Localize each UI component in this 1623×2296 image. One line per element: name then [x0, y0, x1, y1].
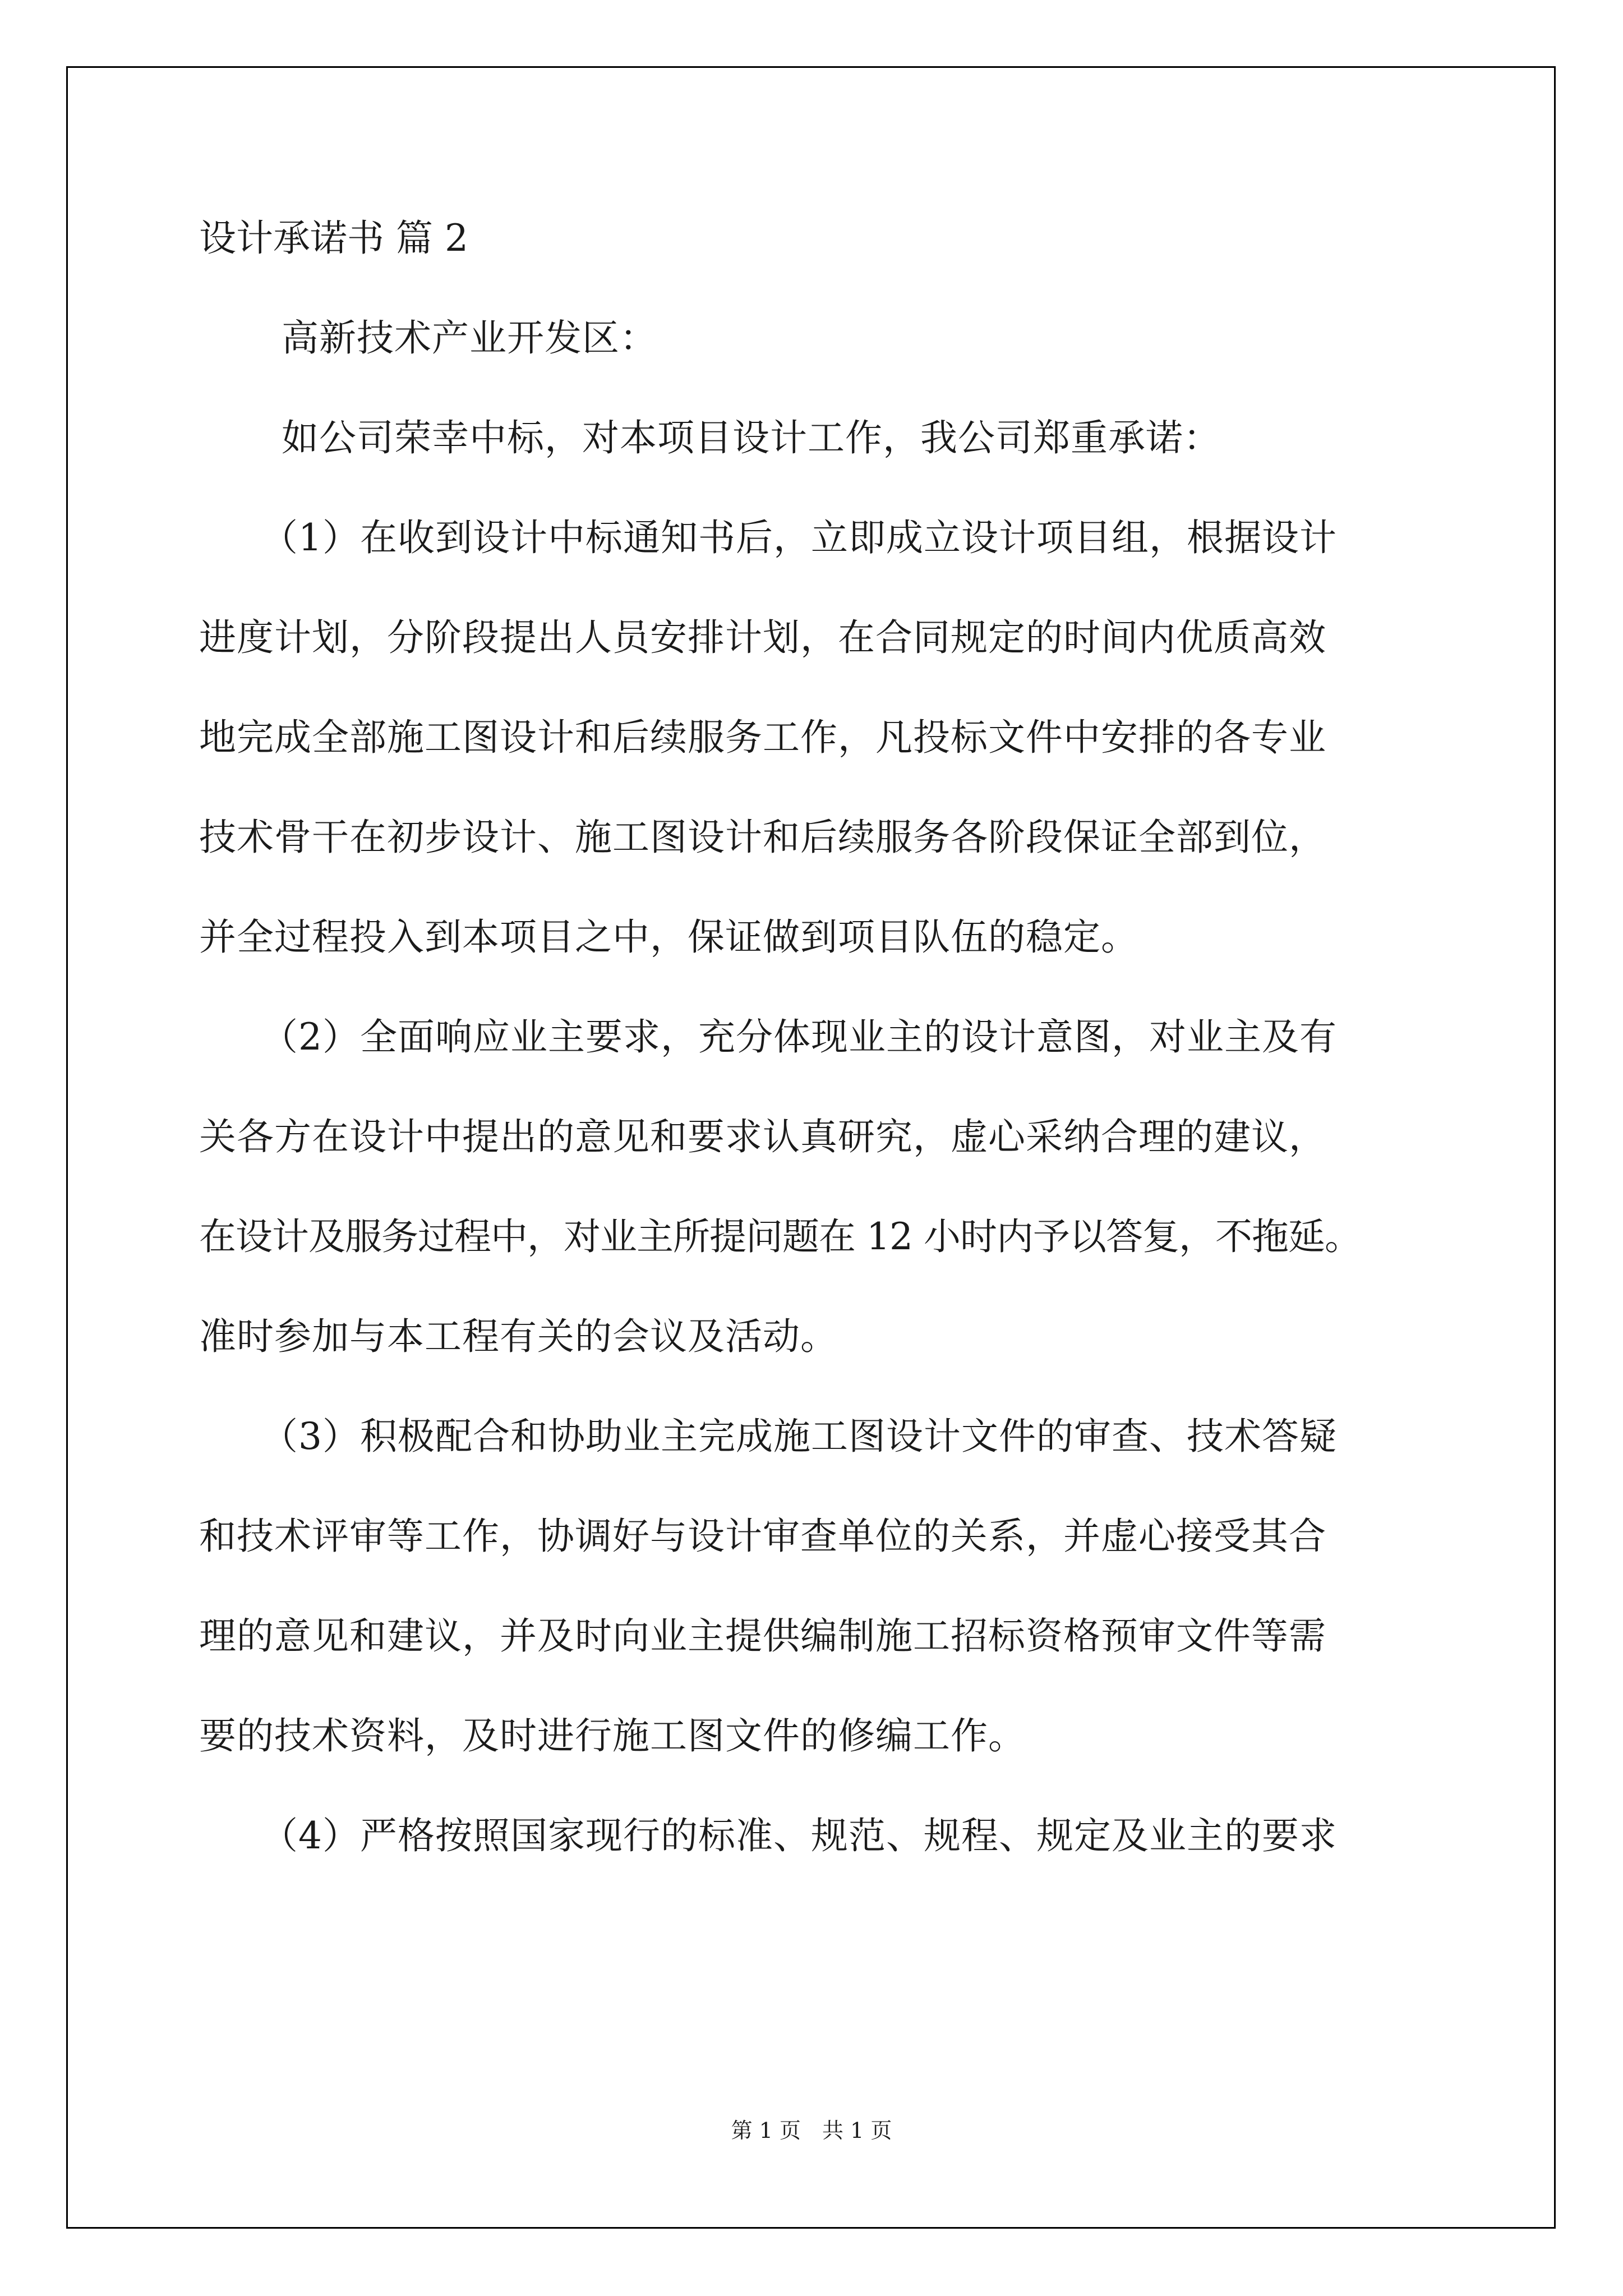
- paragraph-line: 要的技术资料，及时进行施工图文件的修编工作。: [199, 1714, 1026, 1757]
- page-number-footer: 第 1 页 共 1 页: [731, 2118, 892, 2143]
- paragraph-line: （2）全面响应业主要求，充分体现业主的设计意图，对业主及有: [261, 1015, 1337, 1059]
- paragraph-line: 和技术评审等工作，协调好与设计审查单位的关系，并虚心接受其合: [199, 1515, 1326, 1558]
- paragraph-line: 准时参加与本工程有关的会议及活动。: [199, 1315, 838, 1358]
- addressee-line: 高新技术产业开发区：: [282, 316, 657, 360]
- paragraph-line: 关各方在设计中提出的意见和要求认真研究，虚心采纳合理的建议，: [199, 1115, 1326, 1158]
- paragraph-line: 理的意见和建议，并及时向业主提供编制施工招标资格预审文件等需: [199, 1614, 1326, 1658]
- paragraph-line: 进度计划，分阶段提出人员安排计划，在合同规定的时间内优质高效: [199, 616, 1326, 659]
- paragraph-line: 并全过程投入到本项目之中，保证做到项目队伍的稳定。: [199, 915, 1138, 959]
- paragraph-line: 在设计及服务过程中，对业主所提问题在 12 小时内予以答复，不拖延。: [199, 1215, 1361, 1258]
- paragraph-line: 地完成全部施工图设计和后续服务工作，凡投标文件中安排的各专业: [199, 716, 1326, 759]
- paragraph-line: 技术骨干在初步设计、施工图设计和后续服务各阶段保证全部到位，: [199, 816, 1326, 859]
- paragraph-line: （4）严格按照国家现行的标准、规范、规程、规定及业主的要求: [261, 1814, 1337, 1857]
- intro-line: 如公司荣幸中标，对本项目设计工作，我公司郑重承诺：: [282, 416, 1221, 459]
- document-title: 设计承诺书 篇 2: [199, 217, 468, 260]
- document-body: [199, 217, 1433, 1922]
- paragraph-line: （3）积极配合和协助业主完成施工图设计文件的审查、技术答疑: [261, 1415, 1337, 1458]
- paragraph-line: （1）在收到设计中标通知书后，立即成立设计项目组，根据设计: [261, 516, 1337, 559]
